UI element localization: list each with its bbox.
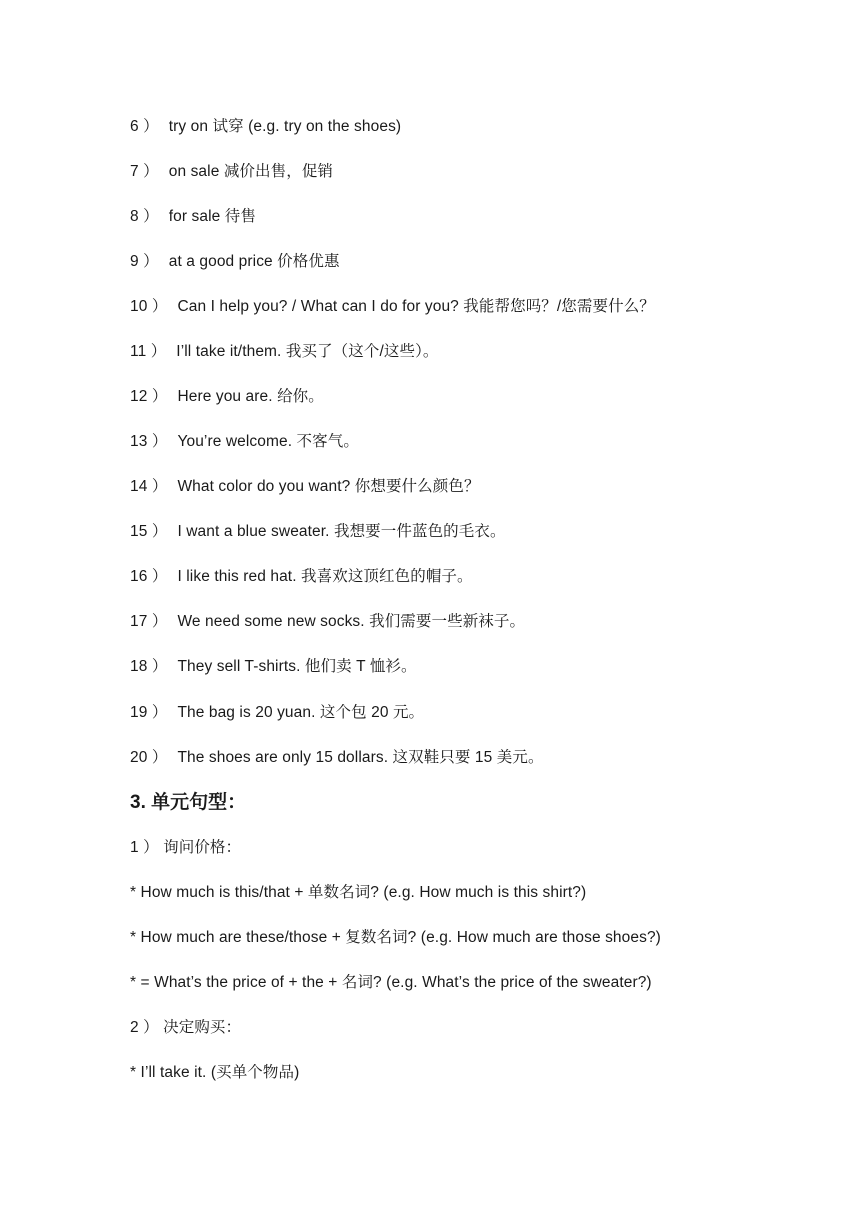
pattern-line: * = What’s the price of + the + 名词? (e.g. What’s the price of the sweater?) xyxy=(130,974,652,991)
item-number: 6 ） xyxy=(130,118,159,135)
item-text: You’re welcome. 不客气。 xyxy=(177,433,359,450)
item-text: We need some new socks. 我们需要一些新袜子。 xyxy=(177,613,526,630)
item-text: They sell T-shirts. 他们卖 T 恤衫。 xyxy=(177,658,417,675)
item-number: 12 ） xyxy=(130,388,168,405)
item-number: 16 ） xyxy=(130,568,168,585)
item-number: 18 ） xyxy=(130,658,168,675)
pattern-line: * How much are these/those + 复数名词? (e.g. How much are those shoes?) xyxy=(130,929,661,946)
pattern-subheading-price: 1 ） 询问价格： xyxy=(130,839,242,856)
item-text: I’ll take it/them. 我买了（这个/这些）。 xyxy=(176,343,439,360)
section-heading: 3. 单元句型： xyxy=(130,792,247,813)
item-number: 9 ） xyxy=(130,253,159,270)
pattern-line: * How much is this/that + 单数名词? (e.g. How much is this shirt?) xyxy=(130,884,587,901)
item-text: I like this red hat. 我喜欢这顶红色的帽子。 xyxy=(177,568,473,585)
vocab-item-12 xyxy=(130,387,324,407)
vocab-item-16 xyxy=(130,567,473,587)
vocab-item-13 xyxy=(130,432,359,452)
item-number: 11 ） xyxy=(130,343,167,360)
item-text: for sale 待售 xyxy=(168,208,256,225)
item-text: I want a blue sweater. 我想要一件蓝色的毛衣。 xyxy=(177,523,506,540)
vocab-item-20 xyxy=(130,748,544,768)
vocab-item-14 xyxy=(130,477,480,497)
item-text: at a good price 价格优惠 xyxy=(168,253,340,270)
vocab-item-18 xyxy=(130,657,417,677)
item-number: 14 ） xyxy=(130,478,168,495)
vocab-item-8 xyxy=(130,207,256,227)
item-text: The bag is 20 yuan. 这个包 20 元。 xyxy=(177,704,425,721)
item-text: What color do you want? 你想要什么颜色？ xyxy=(177,478,480,495)
pattern-subheading-buy: 2 ） 决定购买： xyxy=(130,1019,242,1036)
vocab-item-15 xyxy=(130,522,506,542)
item-number: 7 ） xyxy=(130,163,159,180)
item-text: The shoes are only 15 dollars. 这双鞋只要 15 美元。 xyxy=(177,749,544,766)
item-number: 20 ） xyxy=(130,749,168,766)
vocab-item-11 xyxy=(130,342,439,362)
vocab-item-10 xyxy=(130,297,655,317)
item-number: 8 ） xyxy=(130,208,159,225)
vocab-item-7 xyxy=(130,162,333,182)
item-text: try on 试穿 (e.g. try on the shoes) xyxy=(168,118,402,135)
item-number: 15 ） xyxy=(130,523,168,540)
item-number: 17 ） xyxy=(130,613,168,630)
item-number: 10 ） xyxy=(130,298,168,315)
item-number: 19 ） xyxy=(130,704,168,721)
item-text: Can I help you? / What can I do for you? 我能帮您吗？/您需要什么？ xyxy=(177,298,655,315)
vocab-item-17 xyxy=(130,612,525,632)
pattern-line: * I’ll take it. (买单个物品) xyxy=(130,1064,300,1081)
item-number: 13 ） xyxy=(130,433,168,450)
item-text: Here you are. 给你。 xyxy=(177,388,324,405)
vocab-item-6 xyxy=(130,117,401,137)
vocab-item-19 xyxy=(130,703,424,723)
item-text: on sale 减价出售，促销 xyxy=(168,163,334,180)
vocab-item-9 xyxy=(130,252,340,272)
